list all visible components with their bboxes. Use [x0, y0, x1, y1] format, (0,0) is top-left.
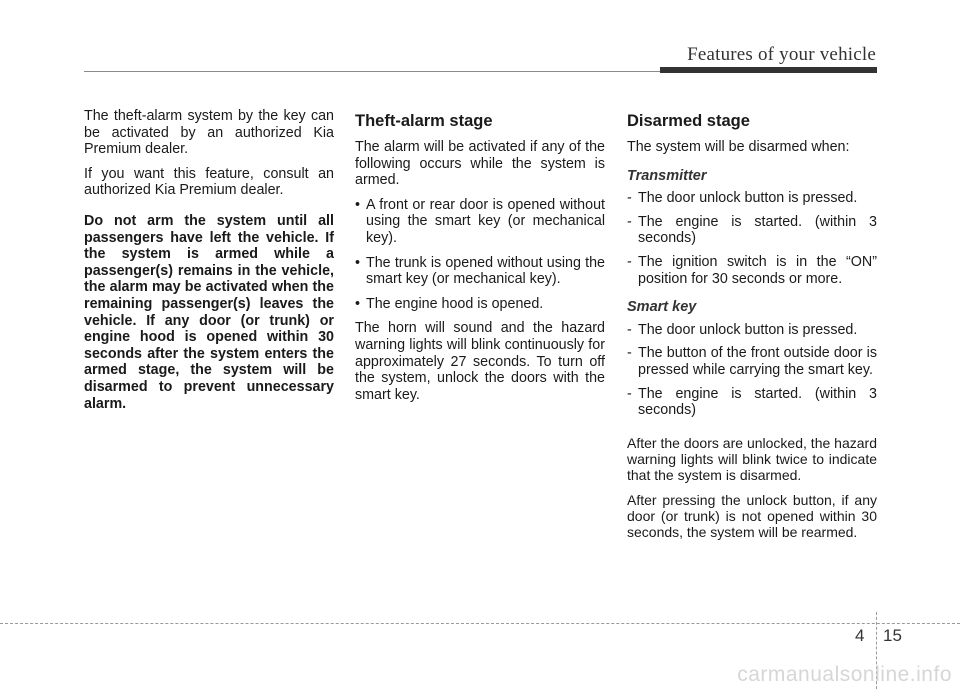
list-item-text: The ignition switch is in the “ON” position for 30 seconds or more.: [638, 253, 877, 287]
theft-alarm-outro: The horn will sound and the hazard warning lights will blink continuously for approximately 27 seconds. To turn off the system, unlock the doors with the smart key.: [355, 320, 605, 403]
dash-icon: -: [627, 321, 632, 338]
chapter-number: 4: [855, 626, 865, 645]
dash-icon: -: [627, 213, 632, 230]
consult-paragraph: If you want this feature, consult an authorized Kia Premium dealer.: [84, 165, 334, 199]
section-heading-theft-alarm: Theft-alarm stage: [355, 112, 493, 130]
warning-paragraph: Do not arm the system until all passengers have left the vehicle. If the system is armed while a passenger(s) remains in the vehicle, the alarm may be activated when the remaining passenger(s) leaves the vehicle. If any door (or trunk) or engine hood is opened within 30 seconds after the system enters the armed stage, the system will be disarmed to prevent unnecessary alarm.: [84, 212, 334, 412]
list-item-text: The button of the front outside door is pressed while carrying the smart key.: [638, 345, 877, 378]
list-item: [627, 322, 877, 339]
header-rule-thin: [84, 71, 660, 72]
list-item: [627, 386, 877, 419]
header-rule-thick: [660, 67, 877, 73]
dash-icon: -: [627, 385, 632, 402]
header-title: Features of your vehicle: [687, 44, 876, 65]
list-item: [627, 214, 877, 247]
list-item-text: The engine is started. (within 3 seconds): [638, 385, 877, 419]
column-intro: [84, 108, 334, 420]
intro-paragraph: The theft-alarm system by the key can be activated by an authorized Kia Premium dealer.: [84, 108, 334, 158]
subheading-smart-key: Smart key: [627, 299, 697, 316]
dash-icon: -: [627, 345, 632, 362]
transmitter-list: [627, 190, 877, 287]
bullet-icon: •: [355, 196, 361, 213]
list-item: [355, 197, 605, 247]
list-item-text: A front or rear door is opened without using the smart key (or mechanical key).: [366, 196, 605, 246]
list-item: [627, 254, 877, 287]
page-number: 15: [883, 626, 902, 645]
footer-divider: [0, 623, 960, 624]
disarmed-intro: The system will be disarmed when:: [627, 139, 850, 155]
list-item: [627, 190, 877, 207]
rearm-notice-paragraph: After pressing the unlock button, if any door (or trunk) is not opened within 30 seconds, the system will be rearmed.: [627, 491, 877, 541]
list-item-text: The engine hood is opened.: [366, 295, 544, 312]
column-theft-alarm-stage: [355, 108, 605, 411]
list-item-text: The engine is started. (within 3 seconds): [638, 213, 877, 247]
column-disarmed-stage: [627, 108, 877, 549]
theft-alarm-list: [355, 197, 605, 313]
list-item: [627, 345, 877, 378]
dash-icon: -: [627, 253, 632, 270]
list-item: [355, 255, 605, 288]
bullet-icon: •: [355, 254, 361, 271]
section-heading-disarmed: Disarmed stage: [627, 112, 750, 130]
list-item-text: The door unlock button is pressed.: [638, 190, 858, 207]
list-item: [355, 296, 605, 313]
list-item-text: The door unlock button is pressed.: [638, 321, 858, 338]
smart-key-list: [627, 322, 877, 419]
dash-icon: -: [627, 190, 632, 207]
watermark: carmanualsonline.info: [737, 663, 952, 686]
subheading-transmitter: Transmitter: [627, 167, 707, 184]
spacer: [627, 427, 877, 435]
list-item-text: The trunk is opened without using the smart key (or mechanical key).: [366, 254, 605, 288]
theft-alarm-intro: The alarm will be activated if any of the following occurs while the system is armed.: [355, 139, 605, 189]
disarmed-notice-paragraph: After the doors are unlocked, the hazard warning lights will blink twice to indicate that the system is disarmed.: [627, 434, 877, 484]
bullet-icon: •: [355, 295, 361, 312]
